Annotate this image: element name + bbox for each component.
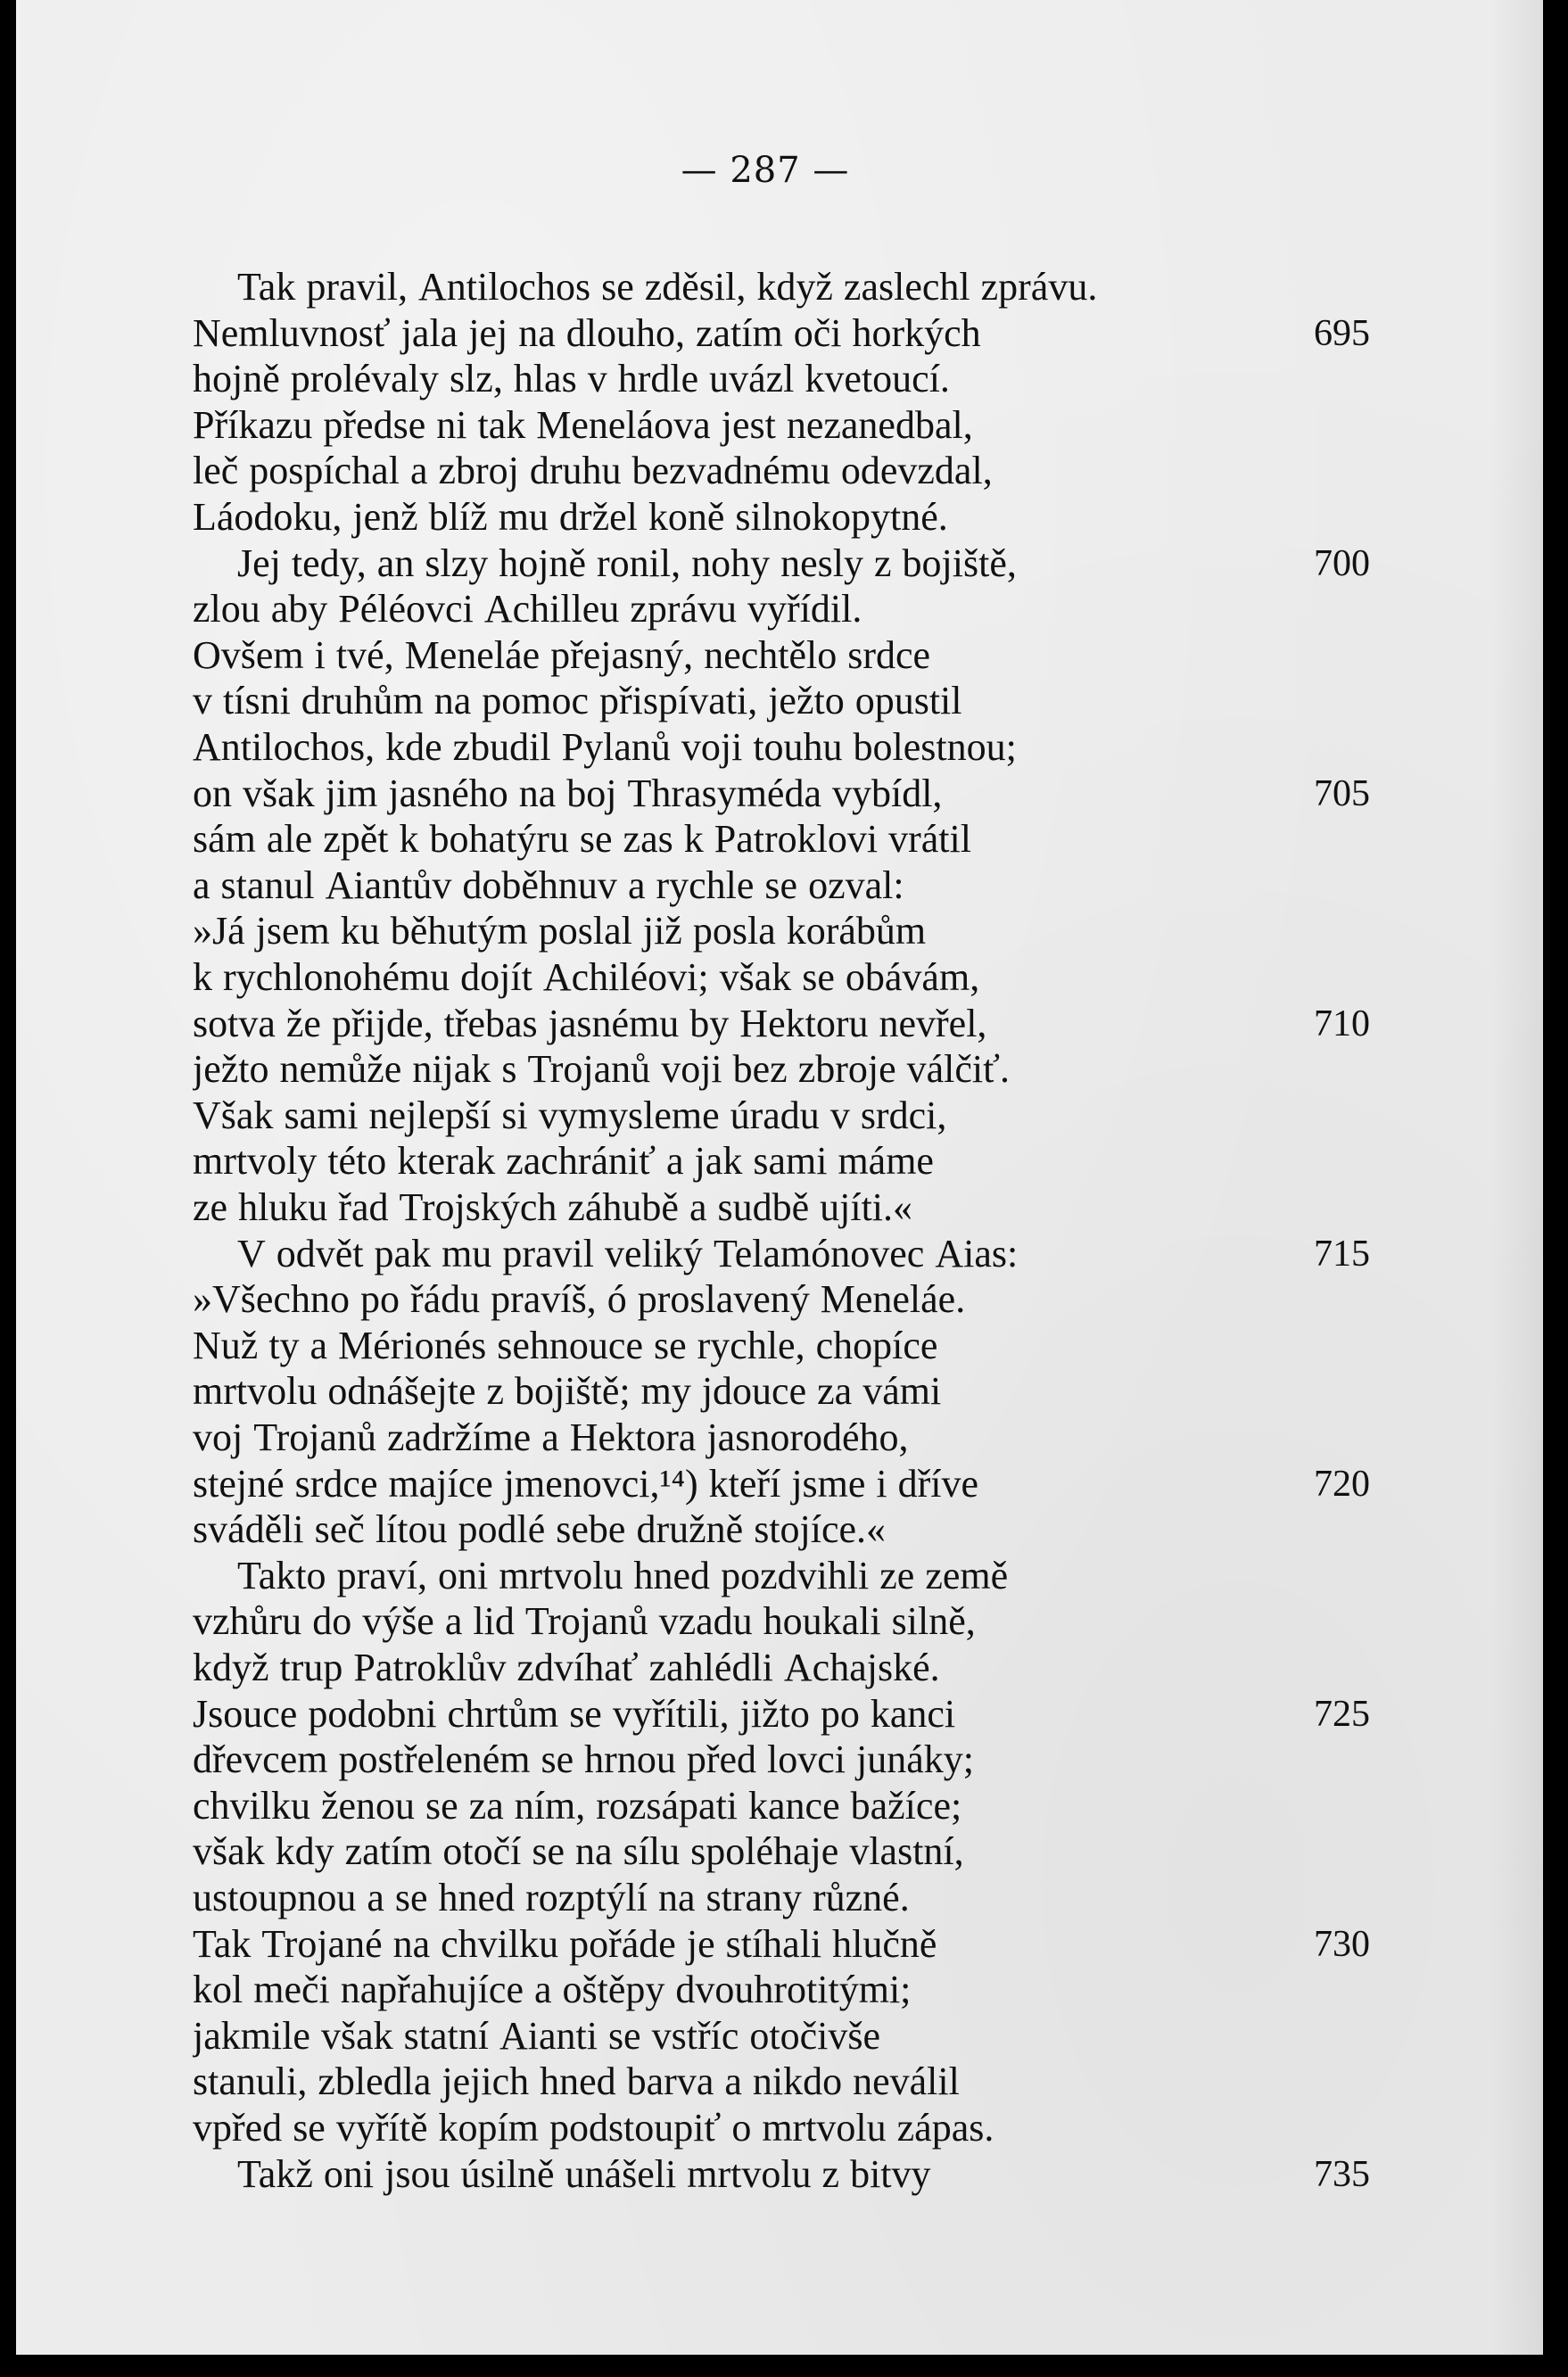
verse-line: dřevcem postřeleném se hrnou před lovci junáky; — [193, 1737, 974, 1781]
verse-line: Ovšem i tvé, Meneláe přejasný, nechtělo srdce — [193, 633, 931, 677]
verse-line: mrtvoly této kterak zachrániť a jak sami máme — [193, 1139, 934, 1183]
verse-line: V odvět pak mu pravil veliký Telamónovec Aias: — [237, 1232, 1019, 1275]
verse-number: 730 — [1314, 1924, 1370, 1965]
verse-number: 735 — [1314, 2154, 1370, 2195]
verse-line: Láodoku, jenž blíž mu držel koně silnokopytné. — [193, 495, 948, 539]
verse-line: kol meči napřahujíce a oštěpy dvouhrotitými; — [193, 1968, 912, 2011]
verse-line: Takž oni jsou úsilně unášeli mrtvolu z bitvy — [237, 2152, 931, 2196]
verse-line: vpřed se vyřítě kopím podstoupiť o mrtvolu zápas. — [193, 2106, 994, 2150]
verse-line: chvilku ženou se za ním, rozsápati kance bažíce; — [193, 1784, 962, 1828]
verse-line: a stanul Aiantův doběhnuv a rychle se ozval: — [193, 863, 904, 907]
verse-line: sváděli seč lítou podlé sebe družně stojíce.« — [193, 1507, 887, 1551]
verse-line: Takto praví, oni mrtvolu hned pozdvihli ze země — [237, 1554, 1009, 1597]
verse-number: 715 — [1314, 1234, 1370, 1275]
verse-line: vzhůru do výše a lid Trojanů vzadu houkali silně, — [193, 1599, 976, 1643]
verse-line: sám ale zpět k bohatýru se zas k Patroklovi vrátil — [193, 817, 971, 861]
verse-line: v tísni druhům na pomoc přispívati, ježto opustil — [193, 679, 962, 722]
verse-line: zlou aby Péléovci Achilleu zprávu vyřídil. — [193, 587, 862, 631]
verse-line: k rychlonohému dojít Achiléovi; však se obávám, — [193, 955, 980, 999]
verse-line: leč pospíchal a zbroj druhu bezvadnému odevzdal, — [193, 449, 993, 492]
verse-number: 720 — [1314, 1464, 1370, 1505]
verse-line: stejné srdce majíce jmenovci,¹⁴) kteří jsme i dříve — [193, 1462, 979, 1506]
verse-line: on však jim jasného na boj Thrasyméda vybídl, — [193, 772, 943, 815]
verse-number: 710 — [1314, 1003, 1370, 1044]
page-number: — 287 — — [681, 150, 850, 191]
verse-line: Jej tedy, an slzy hojně ronil, nohy nesly z bojiště, — [237, 541, 1017, 585]
verse-line: jakmile však statní Aianti se vstříc otočivše — [193, 2014, 880, 2058]
verse-line: ustoupnou a se hned rozptýlí na strany různé. — [193, 1876, 910, 1919]
verse-line: Příkazu předse ni tak Meneláova jest nezanedbal, — [193, 403, 973, 447]
verse-line: voj Trojanů zadržíme a Hektora jasnorodého, — [193, 1415, 909, 1459]
poem-text — [16, 0, 1543, 2355]
verse-line: však kdy zatím otočí se na sílu spoléhaje vlastní, — [193, 1829, 964, 1873]
verse-line: Tak Trojané na chvilku pořáde je stíhali hlučně — [193, 1922, 937, 1966]
verse-line: Antilochos, kde zbudil Pylanů voji touhu bolestnou; — [193, 725, 1017, 769]
verse-line: »Já jsem ku běhutým poslal již posla korábům — [193, 909, 927, 953]
verse-number: 725 — [1314, 1694, 1370, 1735]
verse-line: Tak pravil, Antilochos se zděsil, když zaslechl zprávu. — [237, 265, 1098, 309]
verse-line: když trup Patroklův zdvíhať zahlédli Achajské. — [193, 1646, 940, 1689]
verse-number: 705 — [1314, 773, 1370, 814]
verse-line: Nuž ty a Mérionés sehnouce se rychle, chopíce — [193, 1324, 938, 1367]
verse-number: 695 — [1314, 313, 1370, 354]
verse-line: Nemluvnosť jala jej na dlouho, zatím oči horkých — [193, 311, 981, 355]
verse-line: ze hluku řad Trojských záhubě a sudbě ujíti.« — [193, 1185, 913, 1229]
book-page — [16, 0, 1543, 2355]
verse-line: stanuli, zbledla jejich hned barva a nikdo neválil — [193, 2059, 960, 2103]
verse-line: Však sami nejlepší si vymysleme úradu v srdci, — [193, 1094, 947, 1137]
verse-line: sotva že přijde, třebas jasnému by Hektoru nevřel, — [193, 1002, 987, 1045]
verse-line: ježto nemůže nijak s Trojanů voji bez zbroje válčiť. — [193, 1047, 1010, 1091]
verse-line: hojně prolévaly slz, hlas v hrdle uvázl kvetoucí. — [193, 357, 950, 400]
verse-line: mrtvolu odnášejte z bojiště; my jdouce za vámi — [193, 1369, 942, 1413]
verse-number: 700 — [1314, 543, 1370, 584]
verse-line: »Všechno po řádu pravíš, ó proslavený Meneláe. — [193, 1277, 966, 1321]
verse-line: Jsouce podobni chrtům se vyřítili, jižto po kanci — [193, 1692, 956, 1736]
page-edge-shadow — [1490, 0, 1543, 2355]
